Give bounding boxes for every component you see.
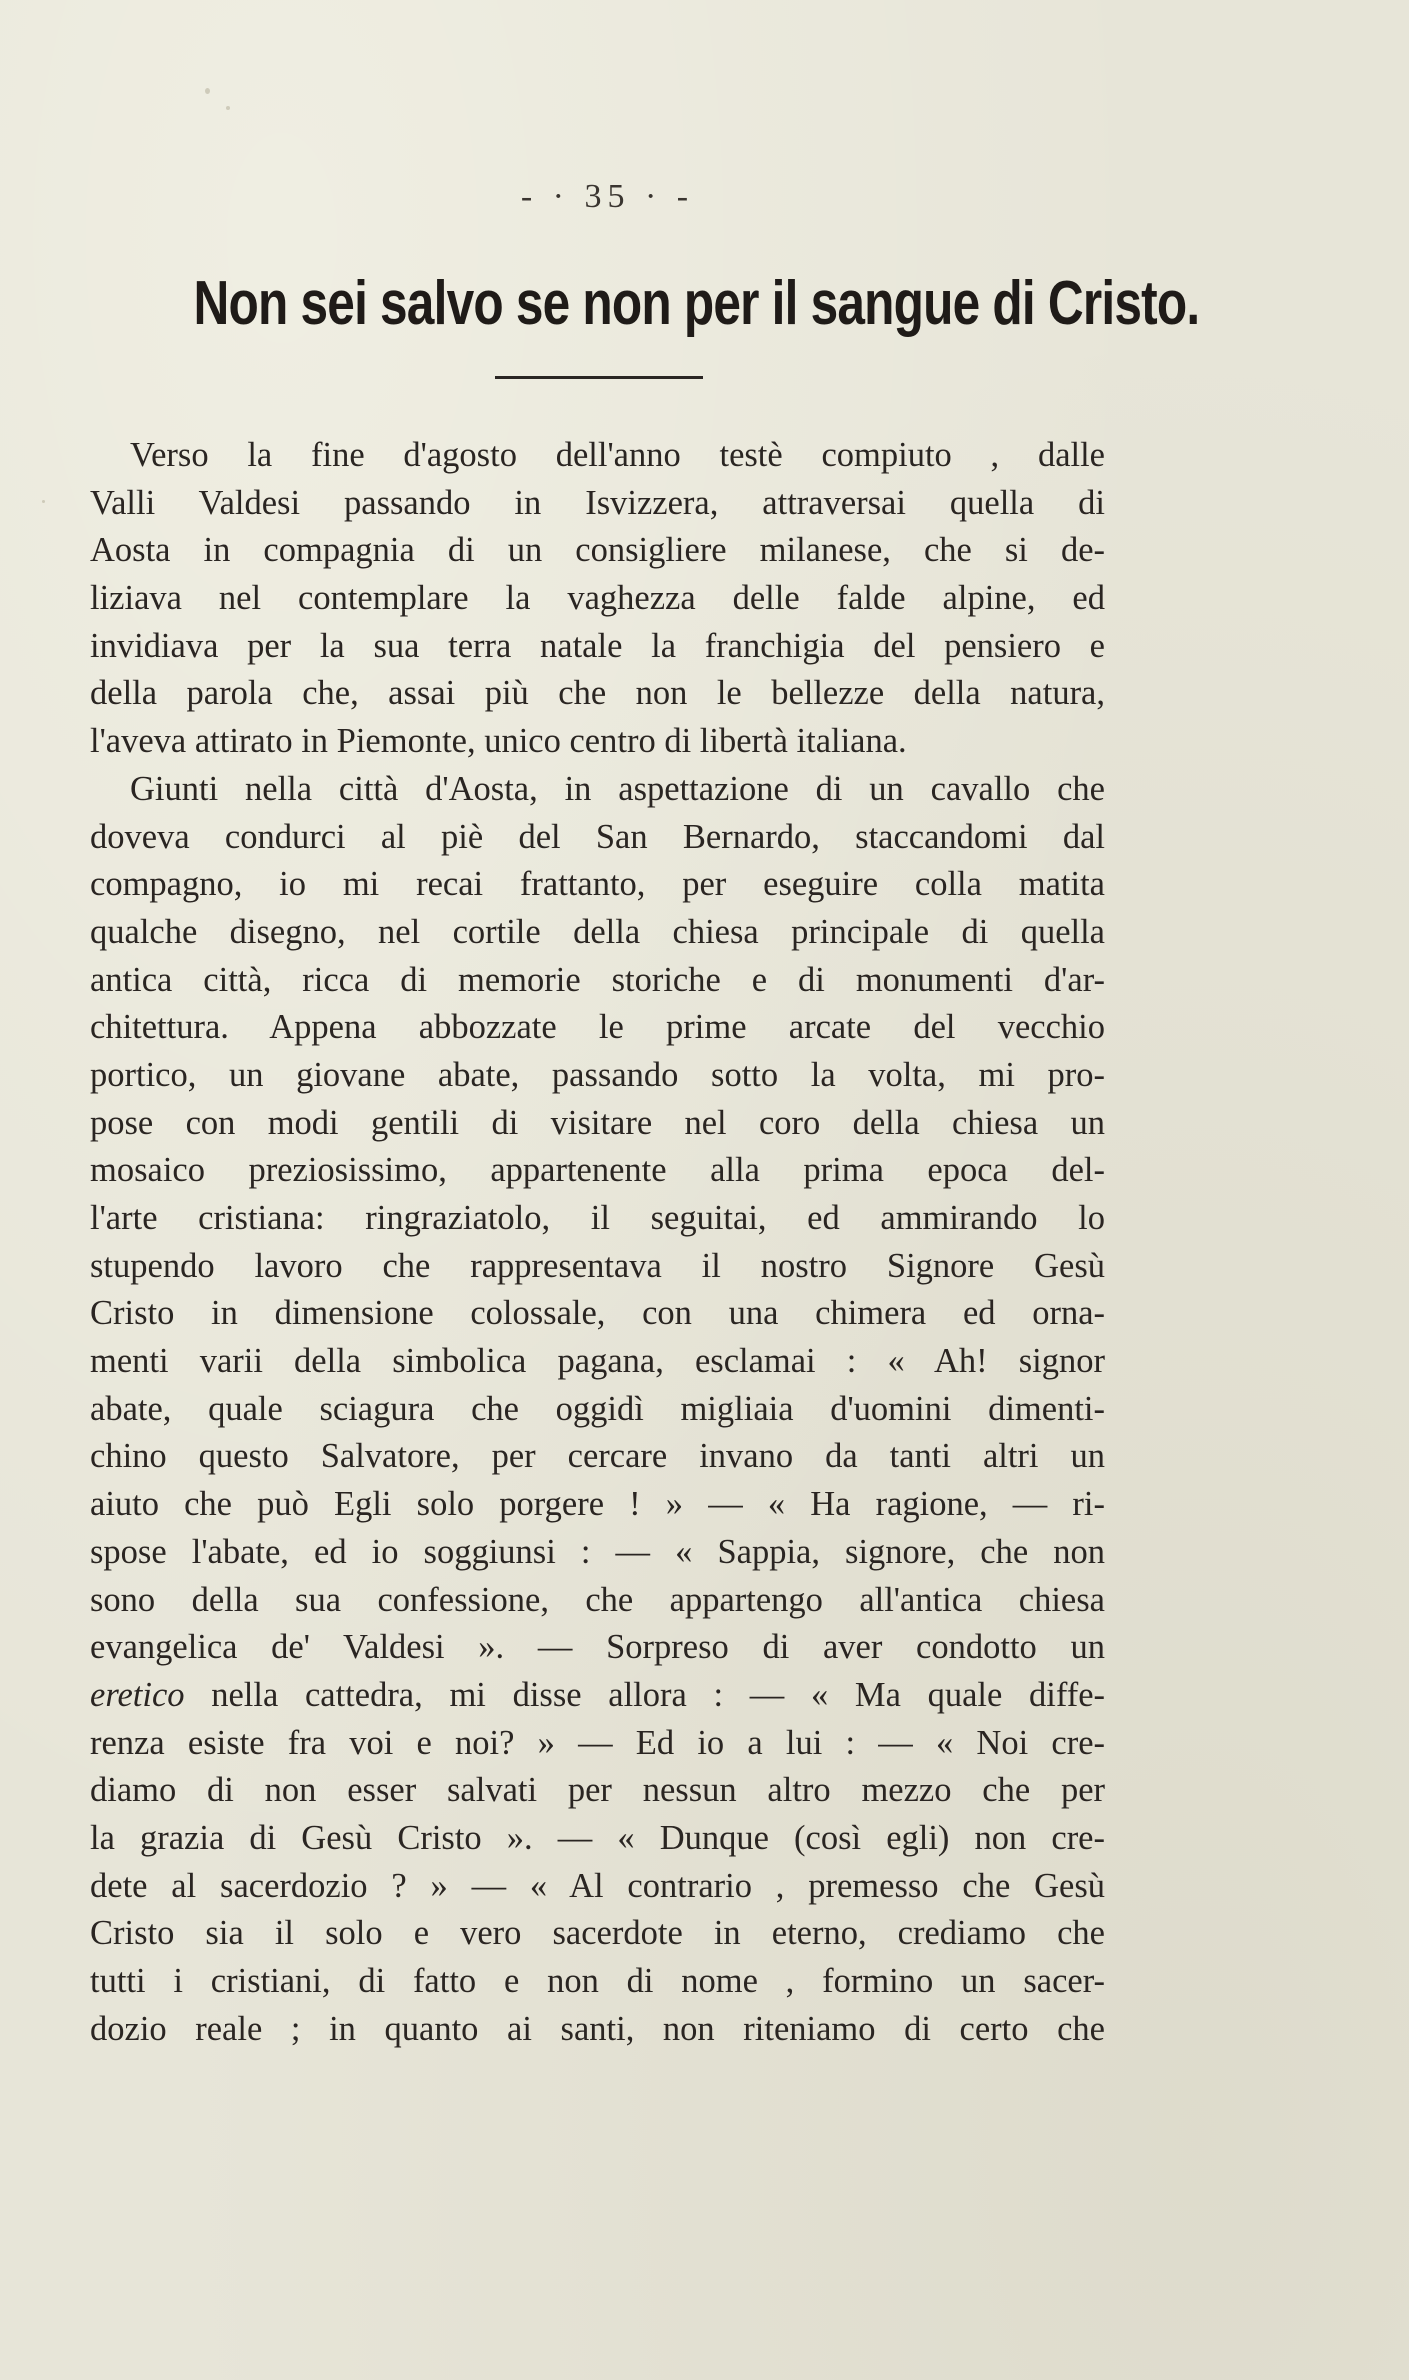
text-line: aiuto che può Egli solo porgere ! » — « Ha ragione, — ri- [90,1485,1105,1524]
body-text [90,432,1105,2053]
text-line: sono della sua confessione, che appartengo all'antica chiesa [90,1580,1105,1619]
text-line: la grazia di Gesù Cristo ». — « Dunque (così egli) non cre- [90,1818,1105,1857]
text-line: liziava nel contemplare la vaghezza delle falde alpine, ed [90,579,1105,618]
text-line-with-italic [90,1672,1105,1720]
text-line: tutti i cristiani, di fatto e non di nome , formino un sacer- [90,1962,1105,2000]
text-line: compagno, io mi recai frattanto, per eseguire colla matita [90,865,1105,904]
text-line: antica città, ricca di memorie storiche e di monumenti d'ar- [90,960,1105,999]
text-line: pose con modi gentili di visitare nel coro della chiesa un [90,1103,1105,1142]
text-line: l'arte cristiana: ringraziatolo, il seguitai, ed ammirando lo [90,1199,1105,1237]
text-line: dozio reale ; in quanto ai santi, non riteniamo di certo che [90,2009,1105,2048]
text-line: qualche disegno, nel cortile della chiesa principale di quella [90,912,1105,951]
text-line: chino questo Salvatore, per cercare invano da tanti altri un [90,1437,1105,1476]
text-line: invidiava per la sua terra natale la franchigia del pensiero e [90,626,1105,665]
text-line: Cristo in dimensione colossale, con una chimera ed orna- [90,1294,1105,1333]
text-line: renza esiste fra voi e noi? » — Ed io a lui : — « Noi cre- [90,1723,1105,1762]
text-line: chitettura. Appena abbozzate le prime arcate del vecchio [90,1008,1105,1047]
italic-word: eretico [90,1675,185,1714]
page-number: - · 35 · - [520,178,695,215]
text-line: diamo di non esser salvati per nessun altro mezzo che per [90,1771,1105,1810]
text-line-rest: nella cattedra, mi disse allora : — « Ma quale diffe- [211,1675,1106,1714]
text-line: Valli Valdesi passando in Isvizzera, attraversai quella di [90,483,1105,522]
text-line: abate, quale sciagura che oggidì migliaia d'uomini dimenti- [90,1389,1105,1428]
text-line: Cristo sia il solo e vero sacerdote in eterno, crediamo che [90,1914,1105,1953]
text-line: l'aveva attirato in Piemonte, unico centro di libertà italiana. [90,722,907,761]
text-line: dete al sacerdozio ? » — « Al contrario , premesso che Gesù [90,1866,1105,1905]
paper-speck [205,88,210,94]
text-line: evangelica de' Valdesi ». — Sorpreso di aver condotto un [90,1628,1105,1667]
text-line: mosaico preziosissimo, appartenente alla prima epoca del- [90,1151,1105,1190]
chapter-title: Non sei salvo se non per il sangue di Cristo. [193,269,1200,338]
title-divider [495,376,703,379]
text-line: portico, un giovane abate, passando sotto la volta, mi pro- [90,1055,1105,1094]
text-line: spose l'abate, ed io soggiunsi : — « Sappia, signore, che non [90,1532,1105,1571]
text-line: della parola che, assai più che non le bellezze della natura, [90,674,1105,713]
paper-speck [226,106,230,110]
paper-speck [42,500,45,503]
text-line: Verso la fine d'agosto dell'anno testè compiuto , dalle [130,436,1105,474]
text-line: menti varii della simbolica pagana, esclamai : « Ah! signor [90,1342,1105,1381]
text-line: Aosta in compagnia di un consigliere milanese, che si de- [90,531,1105,570]
text-line: Giunti nella città d'Aosta, in aspettazione di un cavallo che [130,769,1105,808]
text-line: doveva condurci al piè del San Bernardo, staccandomi dal [90,817,1105,856]
text-line: stupendo lavoro che rappresentava il nostro Signore Gesù [90,1246,1105,1285]
